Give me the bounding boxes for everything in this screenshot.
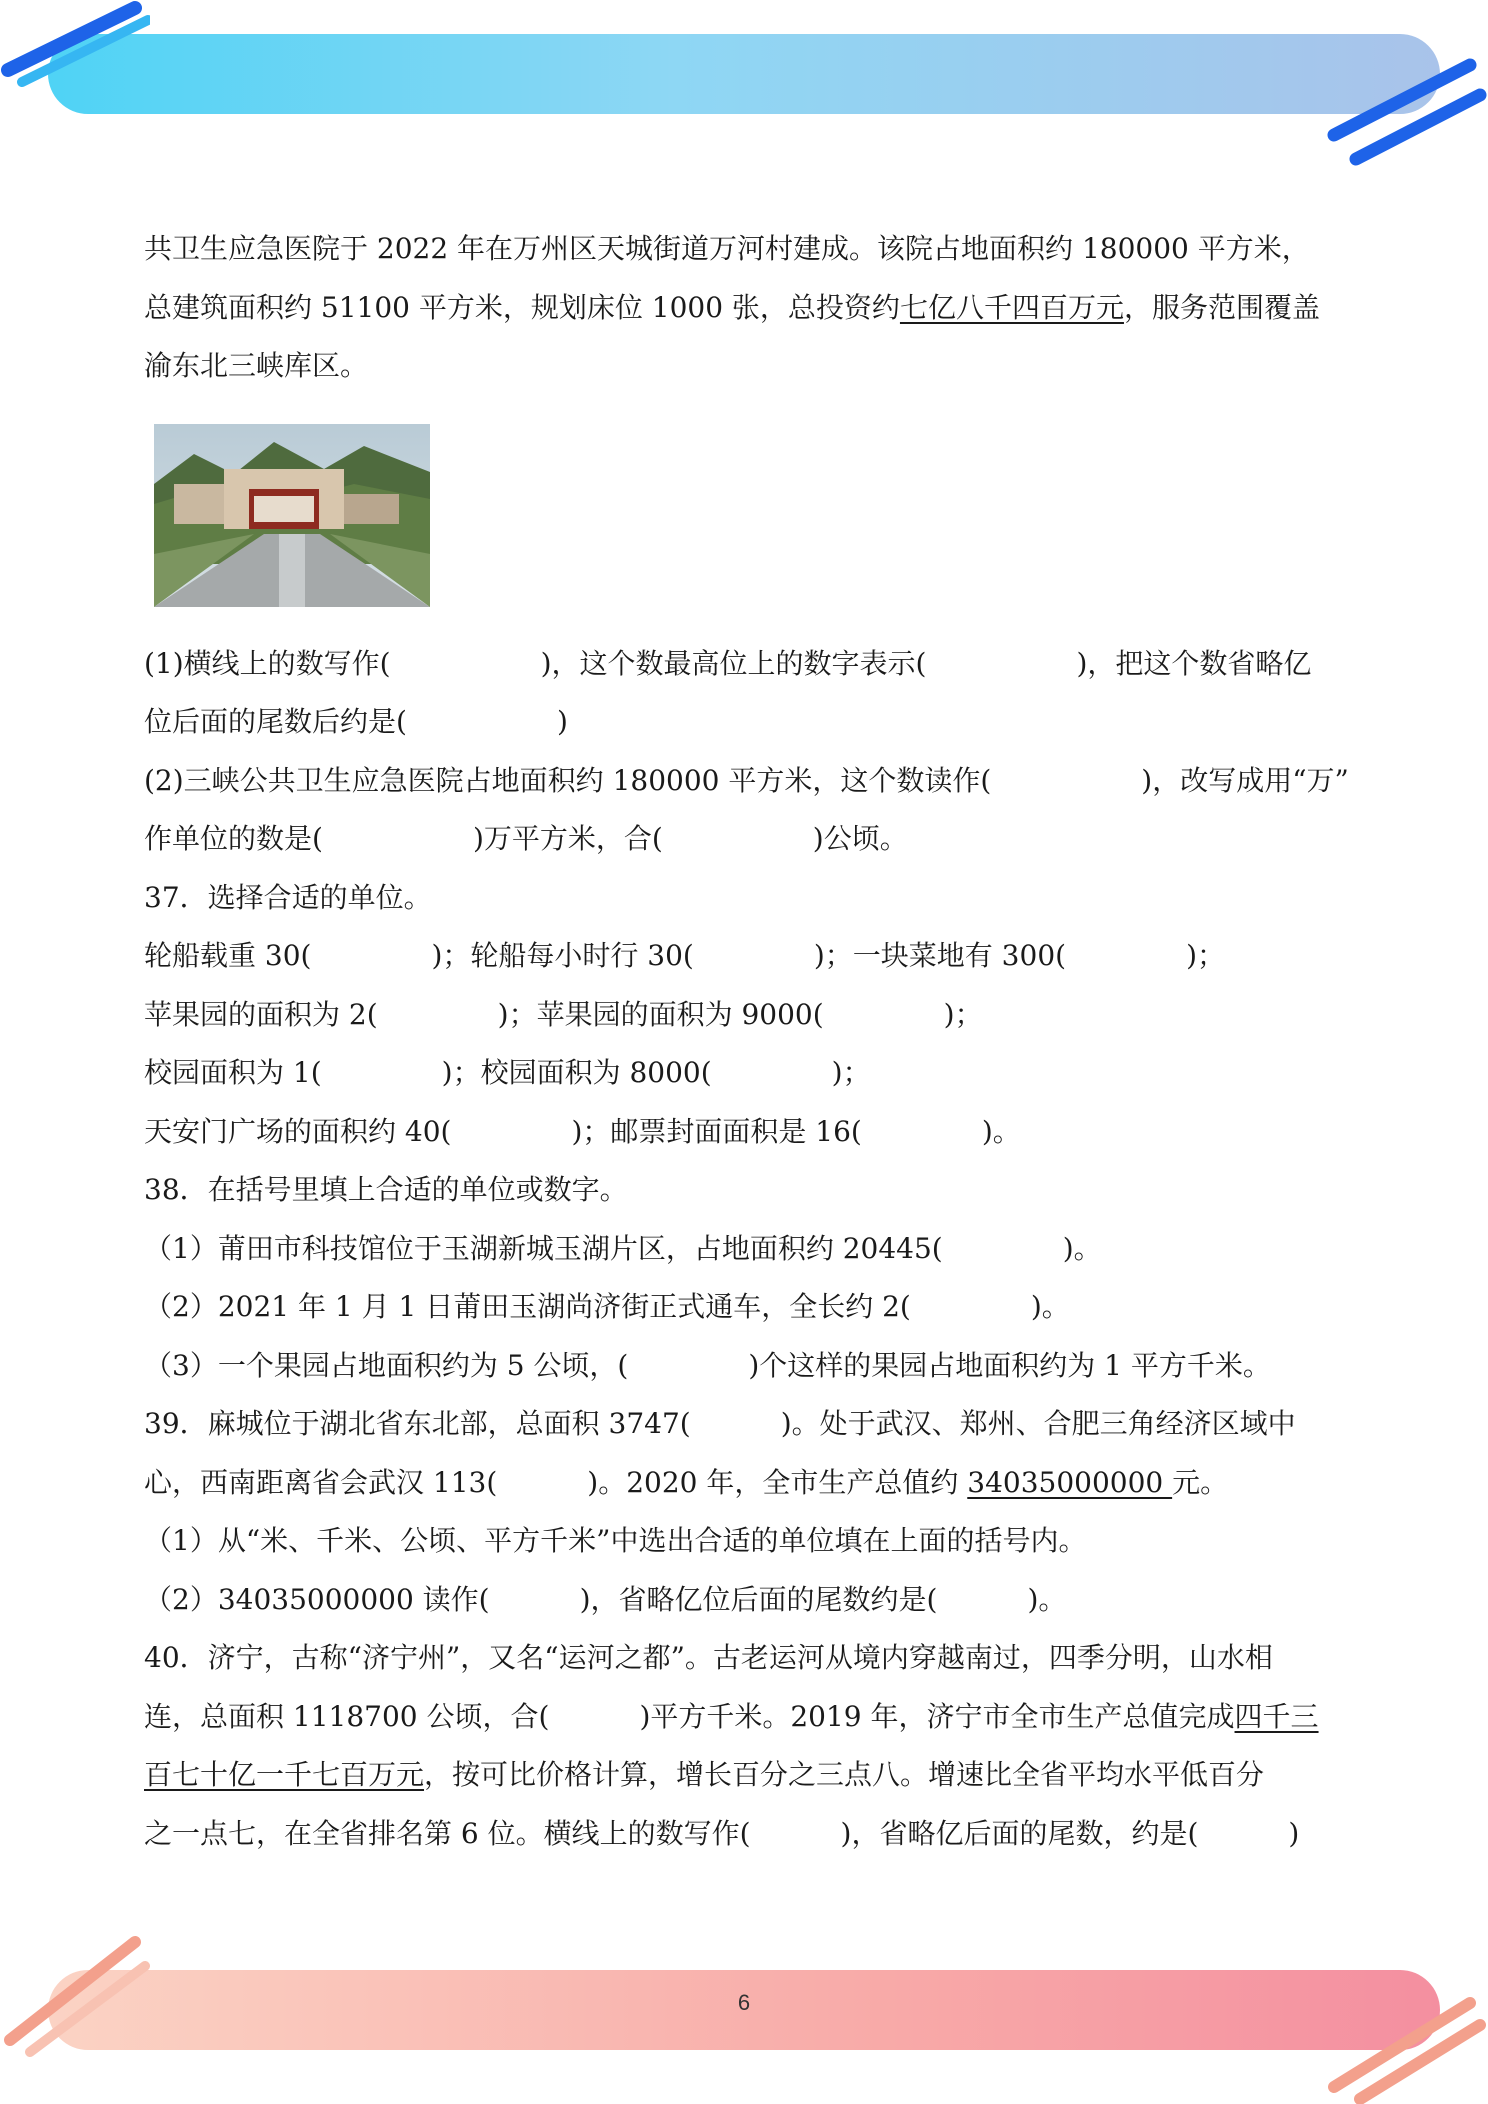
q37-title: 37．选择合适的单位。 <box>144 880 432 914</box>
q36-part2-line2: 作单位的数是( )万平方米，合( )公顷。 <box>144 822 908 855</box>
q38-sub-1: （1）莆田市科技馆位于玉湖新城玉湖片区，占地面积约 20445( )。 <box>144 1231 1102 1265</box>
q37-row-4: 天安门广场的面积约 40( )；邮票封面面积是 16( )。 <box>144 1114 1021 1148</box>
q40-line-2: 连，总面积 1118700 公顷，合( )平方千米。2019 年，济宁市全市生产总值完成四千三 <box>144 1699 1319 1733</box>
intro-line-3: 渝东北三峡库区。 <box>144 349 369 382</box>
underlined-number: 百七十亿一千七百万元 <box>144 1758 425 1791</box>
q38-sub-2: （2）2021 年 1 月 1 日莆田玉湖尚济街正式通车，全长约 2( )。 <box>144 1290 1070 1323</box>
q40-line-4: 之一点七，在全省排名第 6 位。横线上的数写作( )，省略亿后面的尾数，约是( ) <box>144 1816 1300 1850</box>
header-stroke-decoration-right <box>1320 55 1488 170</box>
q39-line-1: 39．麻城位于湖北省东北部，总面积 3747( )。处于武汉、郑州、合肥三角经济区域中 <box>144 1407 1296 1440</box>
page-number: 6 <box>737 1990 751 2015</box>
q40-line-3: 百七十亿一千七百万元，按可比价格计算，增长百分之三点八。增速比全省平均水平低百分 <box>144 1758 1265 1791</box>
header-stroke-decoration-left <box>0 0 150 90</box>
worksheet-body <box>144 220 1354 1863</box>
q36-part1-line1: (1)横线上的数写作( )，这个数最高位上的数字表示( )，把这个数省略亿 <box>144 646 1312 680</box>
q36-part1-line2: 位后面的尾数后约是( ) <box>144 705 568 738</box>
q39-sub-2: （2）34035000000 读作( )，省略亿位后面的尾数约是( )。 <box>144 1582 1067 1616</box>
hospital-photo <box>154 424 430 607</box>
q37-row-2: 苹果园的面积为 2( )；苹果园的面积为 9000( )； <box>144 997 983 1031</box>
q40-line-1: 40．济宁，古称“济宁州”，又名“运河之都”。古老运河从境内穿越南过，四季分明，山水相 <box>144 1641 1273 1674</box>
underlined-number: 34035000000 <box>967 1465 1173 1499</box>
underlined-number: 四千三 <box>1234 1699 1319 1733</box>
q39-line-2: 心，西南距离省会武汉 113( )。2020 年，全市生产总值约 34035000000 元。 <box>144 1465 1229 1499</box>
q37-row-3: 校园面积为 1( )；校园面积为 8000( )； <box>144 1056 871 1089</box>
q38-title: 38．在括号里填上合适的单位或数字。 <box>144 1173 628 1206</box>
intro-line-1: 共卫生应急医院于 2022 年在万州区天城街道万河村建成。该院占地面积约 180000 平方米， <box>144 232 1310 265</box>
header-banner <box>48 34 1440 114</box>
intro-line-2: 总建筑面积约 51100 平方米，规划床位 1000 张，总投资约七亿八千四百万元，服务范围覆盖 <box>144 290 1320 324</box>
q36-part2-line1: (2)三峡公共卫生应急医院占地面积约 180000 平方米，这个数读作( )，改写成用“万” <box>144 763 1349 797</box>
underlined-number: 七亿八千四百万元 <box>899 290 1124 324</box>
q39-sub-1: （1）从“米、千米、公顷、平方千米”中选出合适的单位填在上面的括号内。 <box>144 1524 1087 1557</box>
q38-sub-3: （3）一个果园占地面积约为 5 公顷，( )个这样的果园占地面积约为 1 平方千米。 <box>144 1348 1271 1382</box>
q37-row-1: 轮船载重 30( )；轮船每小时行 30( )；一块菜地有 300( )； <box>144 939 1225 972</box>
